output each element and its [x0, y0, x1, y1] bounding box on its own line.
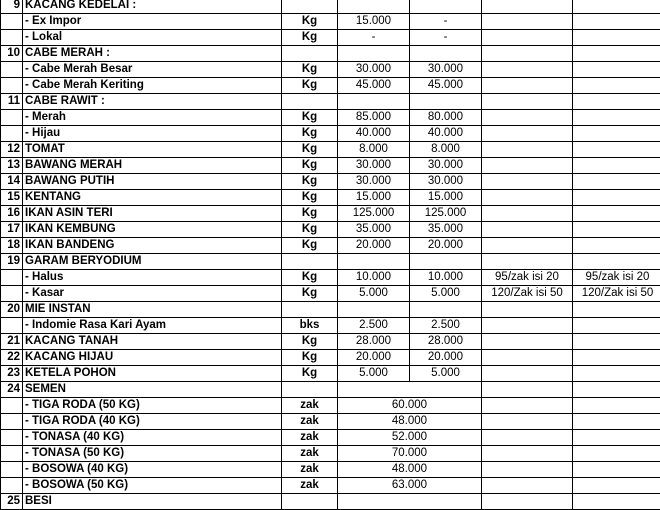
cell-number[interactable]: 24	[1, 382, 23, 398]
cell-price-1[interactable]: 30.000	[338, 174, 410, 190]
cell-note-1[interactable]	[482, 158, 573, 174]
cell-item-name[interactable]: KACANG HIJAU	[23, 350, 282, 366]
cell-note-1[interactable]	[482, 334, 573, 350]
cell-note-1[interactable]	[482, 398, 573, 414]
cell-item-name[interactable]: - Cabe Merah Keriting	[23, 78, 282, 94]
cell-unit[interactable]: Kg	[282, 366, 338, 382]
cell-price-2[interactable]: 8.000	[410, 142, 482, 158]
cell-note-1[interactable]	[482, 222, 573, 238]
cell-price-1[interactable]: -	[338, 30, 410, 46]
cell-price-2[interactable]: 80.000	[410, 110, 482, 126]
cell-item-name[interactable]: - Ex Impor	[23, 14, 282, 30]
table-row	[1, 494, 660, 510]
table-row	[1, 318, 660, 334]
cell-item-name[interactable]: GARAM BERYODIUM	[23, 254, 282, 270]
cell-unit[interactable]: Kg	[282, 174, 338, 190]
cell-item-name[interactable]: IKAN ASIN TERI	[23, 206, 282, 222]
cell-item-name[interactable]: - TIGA RODA (50 KG)	[23, 398, 282, 414]
cell-price-2[interactable]: 20.000	[410, 238, 482, 254]
cell-item-name[interactable]: BAWANG MERAH	[23, 158, 282, 174]
table-row	[1, 14, 660, 30]
table-row	[1, 350, 660, 366]
cell-note-1[interactable]	[482, 414, 573, 430]
cell-price-1[interactable]: 15.000	[338, 190, 410, 206]
cell-number[interactable]: 15	[1, 190, 23, 206]
table-row	[1, 478, 660, 494]
cell-number[interactable]: 19	[1, 254, 23, 270]
cell-price-2[interactable]: 20.000	[410, 350, 482, 366]
cell-unit[interactable]: zak	[282, 446, 338, 462]
table-row	[1, 30, 660, 46]
cell-item-name[interactable]: TOMAT	[23, 142, 282, 158]
cell-unit[interactable]: Kg	[282, 222, 338, 238]
cell-price-2[interactable]	[410, 302, 482, 318]
cell-number[interactable]: 12	[1, 142, 23, 158]
table-row	[1, 238, 660, 254]
cell-item-name[interactable]: - Halus	[23, 270, 282, 286]
cell-note-2[interactable]	[573, 142, 660, 158]
cell-price-2[interactable]: 30.000	[410, 174, 482, 190]
table-row	[1, 206, 660, 222]
cell-unit[interactable]: Kg	[282, 14, 338, 30]
cell-number[interactable]: 13	[1, 158, 23, 174]
cell-unit[interactable]: Kg	[282, 126, 338, 142]
cell-note-2[interactable]	[573, 446, 660, 462]
table-row	[1, 398, 660, 414]
cell-number[interactable]: 18	[1, 238, 23, 254]
table-row	[1, 222, 660, 238]
cell-price-2[interactable]: 40.000	[410, 126, 482, 142]
cell-number[interactable]	[1, 478, 23, 494]
cell-unit[interactable]: Kg	[282, 270, 338, 286]
cell-item-name[interactable]: IKAN KEMBUNG	[23, 222, 282, 238]
cell-price-1[interactable]: 10.000	[338, 270, 410, 286]
cell-note-2[interactable]	[573, 46, 660, 62]
cell-number[interactable]: 14	[1, 174, 23, 190]
cell-unit[interactable]	[282, 46, 338, 62]
cell-number[interactable]	[1, 398, 23, 414]
cell-note-2[interactable]: 95/zak isi 20	[573, 270, 660, 286]
table-row	[1, 174, 660, 190]
cell-unit[interactable]: Kg	[282, 142, 338, 158]
cell-item-name[interactable]: KENTANG	[23, 190, 282, 206]
cell-number[interactable]	[1, 270, 23, 286]
cell-note-2[interactable]	[573, 334, 660, 350]
cell-note-2[interactable]	[573, 494, 660, 510]
cell-price-1[interactable]: 5.000	[338, 366, 410, 382]
cell-unit[interactable]	[282, 494, 338, 510]
table-row	[1, 0, 660, 14]
cell-number[interactable]: 22	[1, 350, 23, 366]
cell-note-1[interactable]	[482, 430, 573, 446]
cell-number[interactable]: 11	[1, 94, 23, 110]
cell-item-name[interactable]: KETELA POHON	[23, 366, 282, 382]
cell-number[interactable]	[1, 318, 23, 334]
cell-price-2[interactable]: 2.500	[410, 318, 482, 334]
cell-price-1[interactable]	[338, 46, 410, 62]
cell-price-2[interactable]: -	[410, 30, 482, 46]
table-row	[1, 62, 660, 78]
cell-item-name[interactable]: - Kasar	[23, 286, 282, 302]
cell-price-2[interactable]	[410, 46, 482, 62]
cell-number[interactable]	[1, 62, 23, 78]
cell-price-merged[interactable]	[338, 494, 482, 510]
cell-note-2[interactable]	[573, 78, 660, 94]
cell-note-1[interactable]	[482, 190, 573, 206]
cell-note-1[interactable]	[482, 142, 573, 158]
cell-price-1[interactable]: 30.000	[338, 62, 410, 78]
cell-number[interactable]	[1, 14, 23, 30]
cell-note-2[interactable]	[573, 430, 660, 446]
table-row	[1, 382, 660, 398]
cell-item-name[interactable]: SEMEN	[23, 382, 282, 398]
cell-item-name[interactable]: - Cabe Merah Besar	[23, 62, 282, 78]
cell-price-1[interactable]	[338, 94, 410, 110]
cell-price-merged[interactable]: 63.000	[338, 478, 482, 494]
cell-price-2[interactable]: 15.000	[410, 190, 482, 206]
cell-unit[interactable]: Kg	[282, 78, 338, 94]
cell-note-1[interactable]	[482, 0, 573, 14]
cell-price-2[interactable]: 30.000	[410, 62, 482, 78]
cell-note-2[interactable]	[573, 350, 660, 366]
cell-number[interactable]	[1, 462, 23, 478]
cell-price-2[interactable]: 35.000	[410, 222, 482, 238]
cell-number[interactable]: 20	[1, 302, 23, 318]
cell-price-1[interactable]: 125.000	[338, 206, 410, 222]
cell-note-1[interactable]	[482, 350, 573, 366]
cell-unit[interactable]: bks	[282, 318, 338, 334]
cell-item-name[interactable]: - Indomie Rasa Kari Ayam	[23, 318, 282, 334]
cell-item-name[interactable]: BAWANG PUTIH	[23, 174, 282, 190]
cell-price-1[interactable]: 45.000	[338, 78, 410, 94]
cell-note-2[interactable]	[573, 222, 660, 238]
cell-price-1[interactable]	[338, 0, 410, 14]
cell-price-2[interactable]: 28.000	[410, 334, 482, 350]
cell-unit[interactable]: Kg	[282, 206, 338, 222]
cell-item-name[interactable]: BESI	[23, 494, 282, 510]
cell-item-name[interactable]: KACANG TANAH	[23, 334, 282, 350]
cell-note-2[interactable]	[573, 62, 660, 78]
cell-unit[interactable]: zak	[282, 462, 338, 478]
cell-item-name[interactable]: MIE INSTAN	[23, 302, 282, 318]
cell-item-name[interactable]: - Merah	[23, 110, 282, 126]
cell-unit[interactable]	[282, 94, 338, 110]
cell-unit[interactable]: Kg	[282, 110, 338, 126]
cell-unit[interactable]: zak	[282, 414, 338, 430]
cell-price-1[interactable]: 5.000	[338, 286, 410, 302]
cell-note-2[interactable]	[573, 302, 660, 318]
cell-note-1[interactable]	[482, 478, 573, 494]
cell-price-merged[interactable]: 52.000	[338, 430, 482, 446]
cell-price-merged[interactable]: 48.000	[338, 462, 482, 478]
cell-number[interactable]	[1, 78, 23, 94]
cell-note-1[interactable]	[482, 206, 573, 222]
cell-note-1[interactable]	[482, 110, 573, 126]
cell-note-1[interactable]	[482, 126, 573, 142]
cell-note-2[interactable]	[573, 110, 660, 126]
cell-unit[interactable]	[282, 0, 338, 14]
cell-note-1[interactable]	[482, 494, 573, 510]
cell-unit[interactable]: Kg	[282, 350, 338, 366]
cell-unit[interactable]: Kg	[282, 30, 338, 46]
cell-number[interactable]	[1, 110, 23, 126]
table-row	[1, 190, 660, 206]
cell-note-2[interactable]	[573, 190, 660, 206]
cell-price-1[interactable]: 40.000	[338, 126, 410, 142]
cell-note-2[interactable]	[573, 382, 660, 398]
cell-note-2[interactable]	[573, 174, 660, 190]
cell-note-2[interactable]	[573, 206, 660, 222]
cell-note-1[interactable]	[482, 238, 573, 254]
cell-number[interactable]	[1, 446, 23, 462]
table-row	[1, 142, 660, 158]
cell-unit[interactable]	[282, 302, 338, 318]
cell-note-2[interactable]	[573, 462, 660, 478]
cell-note-2[interactable]	[573, 398, 660, 414]
cell-price-1[interactable]: 2.500	[338, 318, 410, 334]
cell-number[interactable]	[1, 126, 23, 142]
cell-price-2[interactable]: -	[410, 14, 482, 30]
cell-price-1[interactable]: 30.000	[338, 158, 410, 174]
table-body	[1, 0, 660, 510]
cell-price-1[interactable]	[338, 254, 410, 270]
table-row	[1, 78, 660, 94]
table-row	[1, 334, 660, 350]
cell-unit[interactable]	[282, 254, 338, 270]
cell-price-1[interactable]	[338, 302, 410, 318]
table-row	[1, 286, 660, 302]
cell-note-2[interactable]	[573, 478, 660, 494]
cell-unit[interactable]: Kg	[282, 334, 338, 350]
cell-note-2[interactable]: 120/Zak isi 50	[573, 286, 660, 302]
cell-number[interactable]: 23	[1, 366, 23, 382]
cell-item-name[interactable]: - TONASA (50 KG)	[23, 446, 282, 462]
cell-unit[interactable]: zak	[282, 398, 338, 414]
cell-note-2[interactable]	[573, 158, 660, 174]
cell-note-2[interactable]	[573, 238, 660, 254]
cell-price-1[interactable]: 15.000	[338, 14, 410, 30]
cell-number[interactable]	[1, 414, 23, 430]
cell-note-1[interactable]	[482, 254, 573, 270]
table-row	[1, 462, 660, 478]
table-row	[1, 46, 660, 62]
cell-price-1[interactable]: 85.000	[338, 110, 410, 126]
cell-price-2[interactable]	[410, 0, 482, 14]
cell-note-1[interactable]	[482, 302, 573, 318]
cell-price-merged[interactable]: 70.000	[338, 446, 482, 462]
cell-price-merged[interactable]	[338, 382, 482, 398]
cell-note-1[interactable]	[482, 318, 573, 334]
cell-unit[interactable]: Kg	[282, 158, 338, 174]
cell-item-name[interactable]: - BOSOWA (40 KG)	[23, 462, 282, 478]
cell-price-2[interactable]: 125.000	[410, 206, 482, 222]
cell-note-2[interactable]	[573, 254, 660, 270]
cell-number[interactable]: 21	[1, 334, 23, 350]
cell-note-2[interactable]	[573, 30, 660, 46]
cell-price-2[interactable]: 30.000	[410, 158, 482, 174]
cell-price-1[interactable]: 28.000	[338, 334, 410, 350]
cell-unit[interactable]: Kg	[282, 62, 338, 78]
cell-price-1[interactable]: 8.000	[338, 142, 410, 158]
cell-unit[interactable]: zak	[282, 430, 338, 446]
cell-note-1[interactable]	[482, 94, 573, 110]
cell-note-1[interactable]	[482, 174, 573, 190]
table-row	[1, 158, 660, 174]
cell-item-name[interactable]: CABE RAWIT :	[23, 94, 282, 110]
cell-unit[interactable]: zak	[282, 478, 338, 494]
table-row	[1, 110, 660, 126]
cell-note-2[interactable]	[573, 0, 660, 14]
cell-note-1[interactable]	[482, 446, 573, 462]
cell-note-2[interactable]	[573, 366, 660, 382]
cell-number[interactable]: 10	[1, 46, 23, 62]
cell-note-2[interactable]	[573, 318, 660, 334]
cell-unit[interactable]: Kg	[282, 238, 338, 254]
cell-item-name[interactable]: - Hijau	[23, 126, 282, 142]
cell-unit[interactable]: Kg	[282, 286, 338, 302]
cell-number[interactable]	[1, 286, 23, 302]
cell-item-name[interactable]: - TONASA (40 KG)	[23, 430, 282, 446]
cell-price-1[interactable]: 35.000	[338, 222, 410, 238]
cell-note-1[interactable]	[482, 46, 573, 62]
cell-item-name[interactable]: - TIGA RODA (40 KG)	[23, 414, 282, 430]
cell-note-1[interactable]	[482, 382, 573, 398]
cell-note-2[interactable]	[573, 414, 660, 430]
cell-number[interactable]: 25	[1, 494, 23, 510]
cell-item-name[interactable]: - BOSOWA (50 KG)	[23, 478, 282, 494]
cell-number[interactable]	[1, 30, 23, 46]
cell-note-1[interactable]	[482, 62, 573, 78]
cell-note-2[interactable]	[573, 126, 660, 142]
cell-item-name[interactable]: IKAN BANDENG	[23, 238, 282, 254]
cell-note-2[interactable]	[573, 14, 660, 30]
cell-price-2[interactable]	[410, 254, 482, 270]
cell-price-2[interactable]: 10.000	[410, 270, 482, 286]
cell-price-2[interactable]: 5.000	[410, 286, 482, 302]
cell-note-2[interactable]	[573, 94, 660, 110]
table-row	[1, 446, 660, 462]
table-row	[1, 94, 660, 110]
cell-note-1[interactable]: 95/zak isi 20	[482, 270, 573, 286]
cell-price-2[interactable]	[410, 94, 482, 110]
cell-item-name[interactable]: - Lokal	[23, 30, 282, 46]
table-row	[1, 254, 660, 270]
table-row	[1, 302, 660, 318]
cell-price-merged[interactable]: 60.000	[338, 398, 482, 414]
cell-item-name[interactable]: CABE MERAH :	[23, 46, 282, 62]
cell-note-1[interactable]	[482, 14, 573, 30]
table-row	[1, 414, 660, 430]
cell-note-1[interactable]	[482, 78, 573, 94]
cell-price-2[interactable]: 5.000	[410, 366, 482, 382]
table-row	[1, 126, 660, 142]
table-row	[1, 270, 660, 286]
cell-number[interactable]: 17	[1, 222, 23, 238]
table-row	[1, 430, 660, 446]
table-row	[1, 366, 660, 382]
cell-note-1[interactable]	[482, 366, 573, 382]
cell-note-1[interactable]: 120/Zak isi 50	[482, 286, 573, 302]
cell-number[interactable]: 16	[1, 206, 23, 222]
cell-note-1[interactable]	[482, 462, 573, 478]
cell-number[interactable]	[1, 430, 23, 446]
cell-price-merged[interactable]: 48.000	[338, 414, 482, 430]
cell-unit[interactable]: Kg	[282, 190, 338, 206]
cell-price-1[interactable]: 20.000	[338, 238, 410, 254]
cell-number[interactable]: 9	[1, 0, 23, 14]
cell-unit[interactable]	[282, 382, 338, 398]
cell-price-2[interactable]: 45.000	[410, 78, 482, 94]
cell-item-name[interactable]: KACANG KEDELAI :	[23, 0, 282, 14]
cell-note-1[interactable]	[482, 30, 573, 46]
cell-price-1[interactable]: 20.000	[338, 350, 410, 366]
